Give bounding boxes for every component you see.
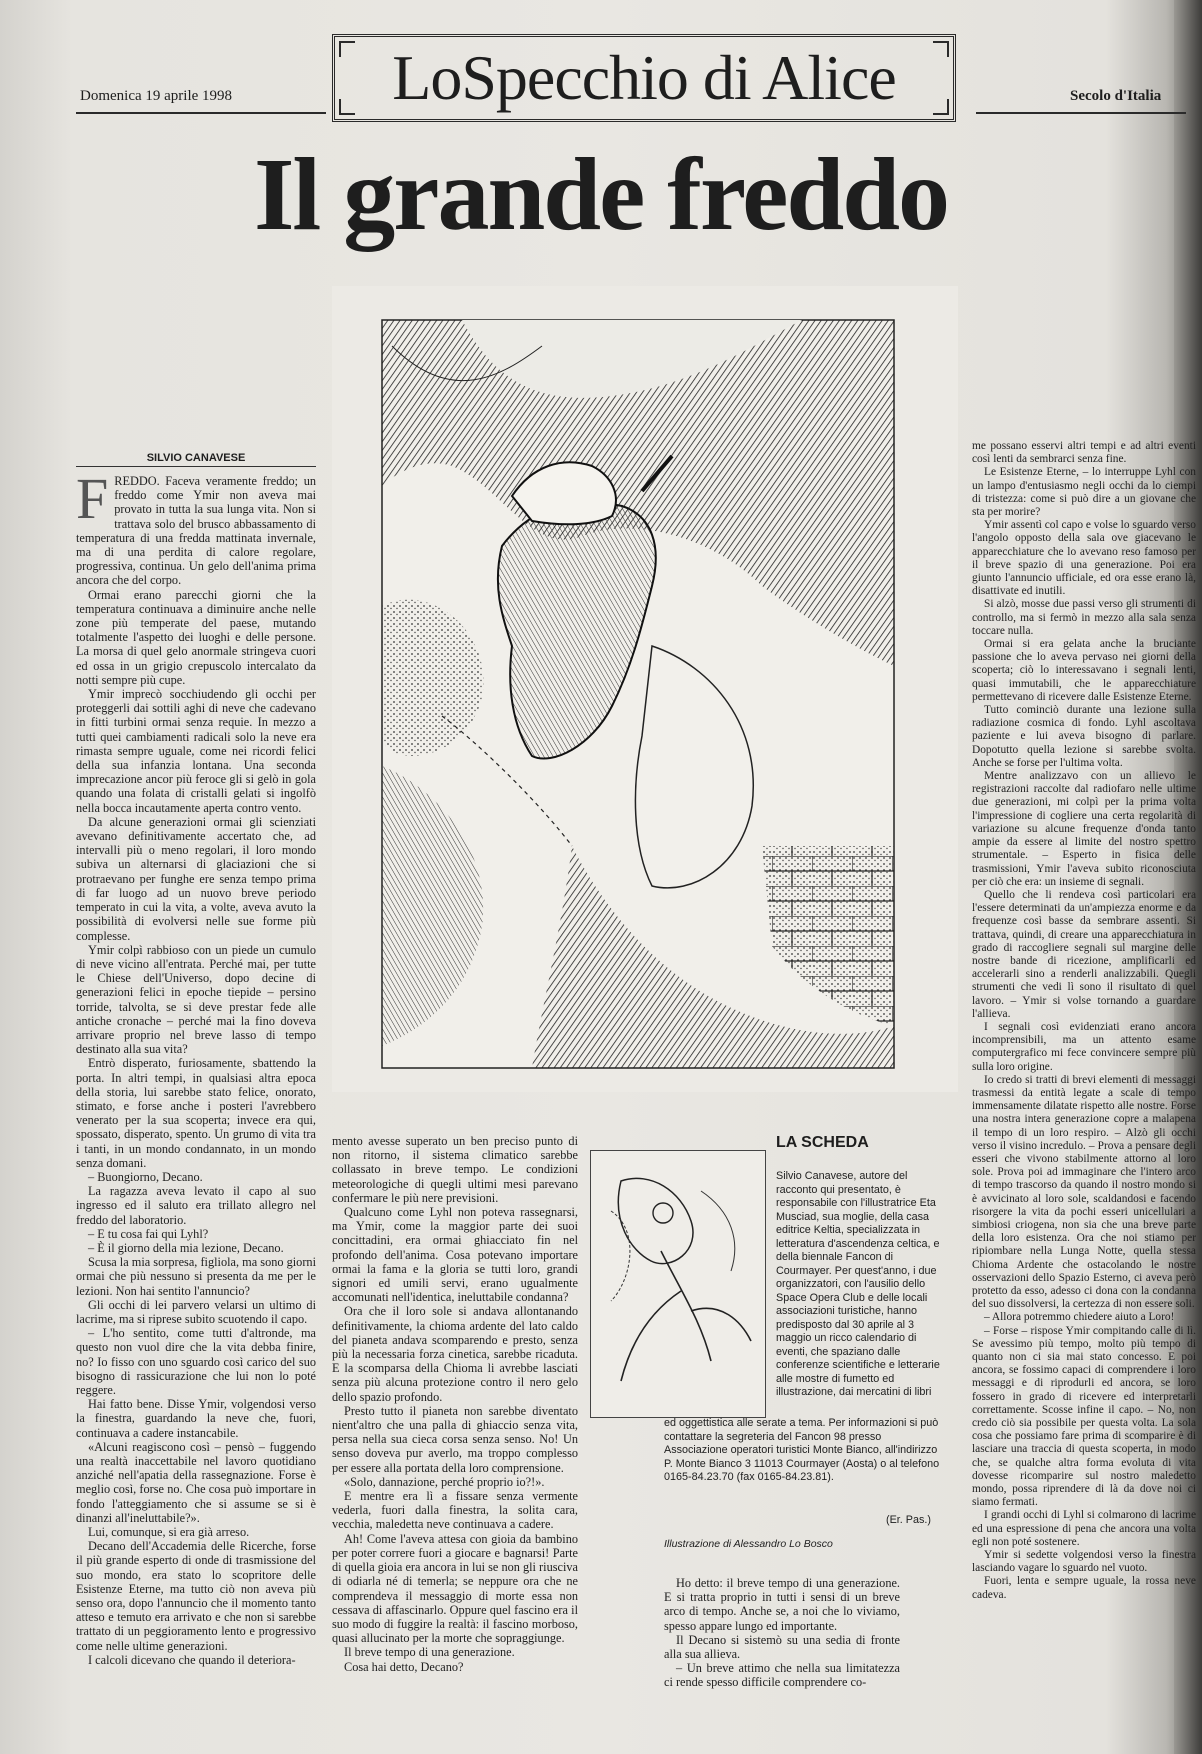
illustration-caption: Illustrazione di Alessandro Lo Bosco [664, 1538, 833, 1550]
paragraph: Decano dell'Accademia delle Ricerche, forse il più grande esperto di onde di trasmissione del suo mondo, era stato lo scopritore delle Esistenze Eterne, ma tutto ciò non aveva più senso ora, dopo l'annuncio che il momento tanto atteso e temuto era arrivato e che non si sarebbe trattato di un peggioramento lento e progressivo come nelle ultime generazioni. [76, 1539, 316, 1653]
main-illustration-frame [332, 286, 958, 1092]
paragraph: me possano esservi altri tempi e ad altri eventi così lenti da sembrarci senza fine. [972, 440, 1196, 466]
sidebar-illustration [590, 1150, 766, 1418]
paragraph: La ragazza aveva levato il capo al suo ingresso ed il saluto era trillato allegro nel freddo del laboratorio. [76, 1184, 316, 1227]
paragraph: Lui, comunque, si era già arreso. [88, 1525, 250, 1540]
sidebar-title: LA SCHEDA [776, 1134, 869, 1151]
sidebar-body-continued: ed oggettistica alle serate a tema. Per informazioni si può contattare la segreteria del Fancon 98 presso Associazione operatori turistici Monte Bianco, all'indirizzo P. Monte Bianco 3 11013 Courmayer (Aosta) o al telefono 0165-84.23.70 (fax 0165-84.23.81). [664, 1417, 940, 1483]
masthead-corner [933, 99, 949, 115]
masthead-corner [933, 41, 949, 57]
paragraph: mento avesse superato un ben preciso punto di non ritorno, il sistema climatico sarebbe collassato in breve tempo. Le condizioni meteorologiche di quegli ultimi mesi parevano confermare le più nere previsioni. [332, 1134, 578, 1205]
paragraph: – Un breve attimo che nella sua limitatezza ci rende spesso difficile comprendere co- [664, 1661, 900, 1690]
paragraph: Si alzò, mosse due passi verso gli strumenti di controllo, ma si fermò in mezzo alla sala senza toccare nulla. [972, 598, 1196, 637]
paragraph: Gli occhi di lei parvero velarsi un ultimo di lacrime, ma si riprese subito scuotendo il capo. [76, 1297, 316, 1326]
paragraph: Qualcuno come Lyhl non poteva rassegnarsi, ma Ymir, come la maggior parte dei suoi concittadini, era ormai ghiacciato fin nel profondo dell'anima. Cosa potevano importare ormai la fama e la gloria se tutti loro, grandi signori ed umili servi, erano ugualmente accomunati nell'identica, ineluttabile condanna? [332, 1205, 578, 1305]
paragraph: Entrò disperato, furiosamente, sbattendo la porta. In altri tempi, in qualsiasi altra epoca della storia, lui sarebbe stato felice, onorato, stimato, e forse anche i posteri l'avrebbero venerato per la sua scoperta; invece era qui, spossato, disperato, spento. Un grumo di vita tra i tanti, in un mondo condannato, in un mondo senza domani. [76, 1056, 316, 1170]
paragraph: – Allora potremmo chiedere aiuto a Loro! [984, 1311, 1175, 1324]
paragraph: «Solo, dannazione, perché proprio io?!». [344, 1474, 545, 1489]
article-column-2 [332, 1134, 578, 1706]
issue-date: Domenica 19 aprile 1998 [80, 88, 233, 104]
article-column-4 [972, 440, 1196, 1706]
paragraph: Ymir imprecò socchiudendo gli occhi per proteggerli dai sottili aghi di neve che cadevano in fitti turbini ormai senza requie. In mezzo a tutti quei cambiamenti radicali solo la neve era rimasta sempre uguale, come nei ricordi felici della sua infanzia lontana. Una seconda imprecazione ancor più feroce gli si gelò in gola quando una folata di cristalli gelati si ingolfò nella bocca incautamente aperta contro vento. [76, 687, 316, 815]
paragraph: Il breve tempo di una generazione. [344, 1645, 515, 1660]
paragraph: Mentre analizzavo con un allievo le registrazioni raccolte dal radiofaro nelle ultime due generazioni, mi colpì per la prima volta l'impressione di cogliere una certa regolarità di variazione su alcune frequenze d'onda tanto ampie da essere al limite del nostro spettro strumentale. – Esperto in fisica delle trasmissioni, Ymir l'aveva subito riconosciuta per ciò che era: un insieme di segnali. [972, 770, 1196, 888]
paragraph: Ymir assentì col capo e volse lo sguardo verso l'angolo opposto della sala ove giacevano le apparecchiature che lo avevano reso famoso per il breve spazio di una generazione. Poi era giunto l'annuncio ufficiale, ed ora esse erano là, disattivate ed inutili. [972, 519, 1196, 598]
paragraph: Da alcune generazioni ormai gli scienziati avevano definitivamente accertato che, ad intervalli più o meno regolari, il loro mondo subiva un alternarsi di glaciazioni che si protraevano per funghe ere senza tempo prima di far luogo ad un nuovo breve periodo temperato in cui la vita, a volte, aveva avuto la possibilità di evolversi nelle sue forme più complesse. [76, 814, 316, 943]
drop-cap: F [76, 474, 109, 531]
article-byline: SILVIO CANAVESE [76, 452, 316, 467]
paragraph: Presto tutto il pianeta non sarebbe diventato nient'altro che una palla di ghiaccio senza vita, persa nella sua cieca corsa senza senso. No! Un senso doveva pur averlo, ma troppo complesso per essere alla portata della loro comprensione. [332, 1403, 578, 1475]
paragraph: Le Esistenze Eterne, – lo interruppe Lyhl con un lampo d'entusiasmo negli occhi da lo ciempi di tristezza: come si può dire a un giovane che sta per morire? [972, 466, 1196, 519]
paragraph: – È il giorno della mia lezione, Decano. [88, 1240, 284, 1255]
article-headline: Il grande freddo [253, 137, 949, 252]
paragraph: Hai fatto bene. Disse Ymir, volgendosi verso la finestra, guardando la neve che, fuori, continuava a cadere instancabile. [76, 1397, 316, 1440]
paragraph: – E tu cosa fai qui Lyhl? [88, 1226, 209, 1241]
paragraph: Cosa hai detto, Decano? [344, 1659, 464, 1674]
paragraph: I calcoli dicevano che quando il deteriora- [88, 1652, 296, 1667]
paragraph: REDDO. Faceva veramente freddo; un freddo come Ymir non aveva mai provato in tutta la sua lunga vita. Non si trattava solo del brusco abbassamento di temperatura di una fredda mattinata invernale, ma di una perdita di calore regolare, progressiva, continua. Un gelo dell'anima prima ancora che del corpo. [76, 474, 316, 588]
paragraph: – Forse – rispose Ymir compitando calle di lì. Se avessimo più tempo, molto più tempo di quanto non ci sia mai stato concesso. E poi ancora, se fossimo capaci di comprendere i loro messaggi e di riprodurli ed ancora, se loro fossero in grado di ricevere ed interpretarli correttamente. Scosse infine il capo. – No, non credo ciò sia possibile per questa volta. La sola cosa che possiamo fare prima di scomparire è di lasciare una traccia di questa scoperta, in modo che, se qualche altra forma evoluta di vita dovesse ricomparire sul nostro maledetto mondo, possa riprendere di là da dove noi ci siamo fermati. [972, 1324, 1196, 1509]
sidebar-body: Silvio Canavese, autore del racconto qui presentato, è responsabile con l'illustratrice Eta Musciad, sua moglie, della casa editrice Keltia, specializzata in letteratura d'ascendenza celtica, e della biennale Fancon di Courmayer. Per quest'anno, i due organizzatori, con l'ausilio dello Space Opera Club e delle locali associazioni turistiche, hanno predisposto dal 30 aprile al 3 maggio un ricco calendario di eventi, che spaziano dalle conferenze scientifiche e letterarie alle mostre di fumetto ed illustrazione, dai mercatini di libri [776, 1170, 940, 1398]
paragraph: Ho detto: il breve tempo di una generazione. E si tratta proprio in tutti i sensi di un breve arco di tempo. Anche se, a noi che lo viviamo, spesso appare lungo ed importante. [664, 1576, 900, 1633]
paragraph: I segnali così evidenziati erano ancora incomprensibili, ma un attento esame computergrafico mi fece convincere sempre più sulla loro origine. [972, 1020, 1196, 1073]
main-illustration [332, 286, 958, 1092]
paragraph: Ormai erano parecchi giorni che la temperatura continuava a diminuire anche nelle zone più temperate del paese, mutando totalmente l'aspetto dei luoghi e delle persone. La morsa di quel gelo anormale stringeva cuori ed ossa in un grigio crepuscolo intercalato da notti sempre più cupe. [76, 587, 316, 687]
masthead-corner [339, 41, 355, 57]
header-rule-left [76, 112, 326, 114]
article-column-1 [76, 474, 316, 1706]
masthead-corner [339, 99, 355, 115]
paragraph: Ora che il loro sole si andava allontanando definitivamente, la chioma ardente del lato caldo del pianeta andava scomparendo e presto, senza più la necessaria forza cinetica, sarebbe ricaduta. E la scomparsa della Chioma li avrebbe lasciati senza più alcuna protezione contro il nero gelo dello spazio profondo. [332, 1304, 578, 1404]
paragraph: Fuori, lenta e sempre uguale, la rossa neve cadeva. [972, 1575, 1196, 1601]
paragraph: I grandi occhi di Lyhl si colmarono di lacrime ed una espressione di pena che ancora una volta egli non poté sostenere. [972, 1509, 1196, 1548]
paragraph: – L'ho sentito, come tutti d'altronde, ma questo non vuol dire che la vita debba finire, no? Io fisso con uno sguardo così carico del suo bisogno di rassicurazione che lui non lo poté reggere. [76, 1326, 316, 1397]
paragraph: Quello che li rendeva così particolari era l'essere determinati da un'ampiezza enorme e da frequenze così basse da sembrare assenti. Si trattava, quindi, di creare una apparecchiatura in grado di raccogliere segnali sul margine delle nostre bande di ricezione, amplificarli ed accelerarli sino a renderli analizzabili. Quegli strumenti che vedi lì sono il risultato di quel lavoro. – Ymir si volse tornando a guardare l'allieva. [972, 888, 1196, 1020]
paragraph: Scusa la mia sorpresa, figliola, ma sono giorni ormai che più nessuno si presenta da me per le lezioni. Non hai sentito l'annuncio? [76, 1255, 316, 1298]
paragraph: Ah! Come l'aveva attesa con gioia da bambino per poter correre fuori a giocare e bagnarsi! Parte di quella gioia era ancora in lui se non gli riusciva di odiarla né di temerla; se neppure ora che ne comprendeva il messaggio di morte essa non cessava di affascinarlo. Oppure quel fascino era il suo modo di fuggire la realtà: il fascino morboso, quasi allucinato per la morte che sopraggiunge. [332, 1531, 578, 1646]
paragraph: Ymir si sedette volgendosi verso la finestra lasciando vagare lo sguardo nel vuoto. [972, 1549, 1196, 1575]
article-column-3 [664, 1576, 900, 1706]
paragraph: Ormai si era gelata anche la bruciante passione che lo aveva pervaso nei giorni della scoperta; ciò lo interessavano i segnali lenti, quasi immutabili, che le apparecchiature permettevano di ricevere dalle Esistenze Eterne. [972, 638, 1196, 703]
paper-name: Secolo d'Italia [1070, 88, 1162, 104]
paragraph: Tutto cominciò durante una lezione sulla radiazione cosmica di fondo. Lyhl ascoltava paziente e lui aveva bisogno di parlare. Dopotutto quella lezione si sarebbe svolta. Anche se forse per l'ultima volta. [972, 704, 1196, 769]
sidebar-signature: (Er. Pas.) [886, 1514, 931, 1526]
paragraph: E mentre era lì a fissare senza vermente vederla, fuori dalla finestra, la solita cara, vecchia, maledetta neve continuava a cadere. [332, 1489, 578, 1532]
masthead [332, 34, 956, 122]
paragraph: Il Decano si sistemò su una sedia di fronte alla sua allieva. [664, 1632, 900, 1662]
paragraph: «Alcuni reagiscono così – pensò – fuggendo una realtà inaccettabile nel lavoro quotidiano anziché nell'apatia della rassegnazione. Forse è meglio così, forse no. Che cosa può importare in fondo l'atteggiamento che si assume se si è dinanzi all'ineluttabile?». [76, 1439, 316, 1525]
sidebar-drawing [591, 1151, 765, 1417]
masthead-title: LoSpecchio di Alice [392, 42, 896, 113]
paragraph: – Buongiorno, Decano. [88, 1169, 203, 1184]
header-rule-right [976, 112, 1186, 114]
paragraph: Ymir colpì rabbioso con un piede un cumulo di neve vicino all'entrata. Perché mai, per tutte le Chiese dell'Universo, dopo decine di generazioni felici in epoche tiepide – persino torride, talvolta, se si deve prestar fede alle antiche cronache – perché mai la fino doveva arrivare proprio nel breve lasso di tempo destinato alla sua vita? [76, 942, 316, 1057]
paragraph: Io credo si tratti di brevi elementi di messaggi trasmessi da entità legate a scale di tempo immensamente dilatate rispetto alle nostre. Forse una nostra intera generazione copre a malapena il tempo di un loro respiro. – Alzò gli occhi verso il visino incredulo. – Prova a pensare degli esseri che vivono stabilmente attorno al loro sole. Prova poi ad immaginare che l'intero arco di tempo trascorso da quando il nostro mondo si è avvicinato al loro sole, scaldandosi e facendo risorgere la vita da pochi esseri unicellulari a simbiosi criogena, non sia che una breve parte della loro esistenza. Ora che noi stiamo per ripiombare nella Lunga Notte, quella stessa Chioma Ardente che ostacolando le nostre osservazioni dello Spazio Esterno, ci aveva però protetto da esso, adesso ci dona con la condanna del suo dissolversi, la certezza di non essere soli. [972, 1073, 1196, 1311]
